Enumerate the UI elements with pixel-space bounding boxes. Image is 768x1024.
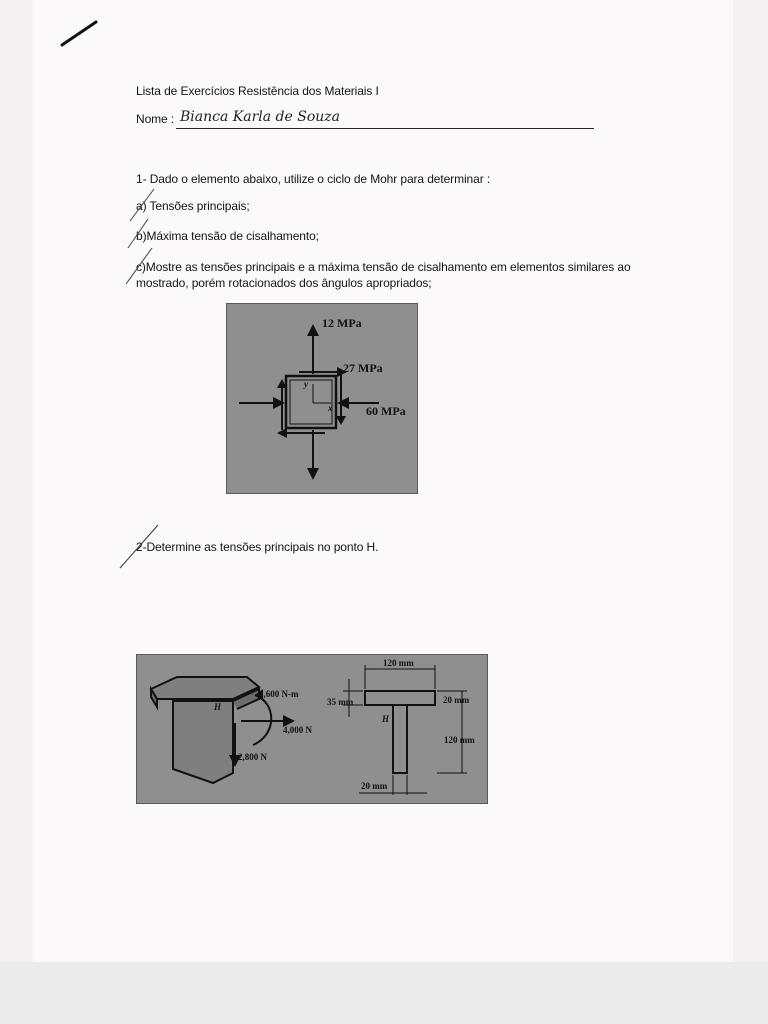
height-label: 120 mm — [444, 735, 475, 745]
q2-prompt: 2-Determine as tensões principais no ponto H. — [136, 540, 379, 554]
q1-item-b: b)Máxima tensão de cisalhamento; — [136, 229, 319, 243]
name-signature: Bianca Karla de Souza — [180, 109, 340, 125]
stress-element-drawing — [227, 304, 417, 493]
q1-item-a: a) Tensões principais; — [136, 199, 250, 213]
flange-thickness-label: 35 mm — [327, 697, 354, 707]
document-title: Lista de Exercícios Resistência dos Materiais I — [136, 84, 379, 98]
name-line — [176, 128, 594, 129]
pencil-tick-icon — [116, 522, 162, 572]
sigma-x-label: 60 MPa — [366, 404, 406, 418]
stress-element-figure — [226, 303, 418, 494]
q1-item-c-line1: c)Mostre as tensões principais e a máxima tensão de cisalhamento em elementos similares ao — [136, 260, 631, 274]
q1-item-c-line2: mostrado, porém rotacionados dos ângulos apropriados; — [136, 276, 432, 290]
q1-prompt: 1- Dado o elemento abaixo, utilize o ciclo de Mohr para determinar : — [136, 172, 491, 186]
web-width-label: 20 mm — [361, 781, 388, 791]
vertical-force-label: 2,800 N — [238, 752, 267, 762]
shear-label: 27 MPa — [343, 361, 383, 375]
checkmark-icon — [58, 18, 102, 50]
axis-x-label: x — [328, 403, 333, 413]
horizontal-force-label: 4,000 N — [283, 725, 312, 735]
sigma-y-label: 12 MPa — [322, 316, 362, 330]
scan-background — [0, 962, 768, 1024]
point-h-label-3d: H — [214, 702, 222, 712]
width-top-label: 120 mm — [383, 658, 414, 668]
t-beam-drawing — [137, 655, 487, 803]
right-offset-label: 20 mm — [443, 695, 470, 705]
pencil-tick-icon — [124, 186, 164, 286]
moment-label: 1,600 N-m — [259, 689, 299, 699]
name-label: Nome : — [136, 112, 175, 126]
axis-y-label: y — [304, 379, 308, 389]
point-h-label-section: H — [382, 714, 390, 724]
t-beam-figure — [136, 654, 488, 804]
